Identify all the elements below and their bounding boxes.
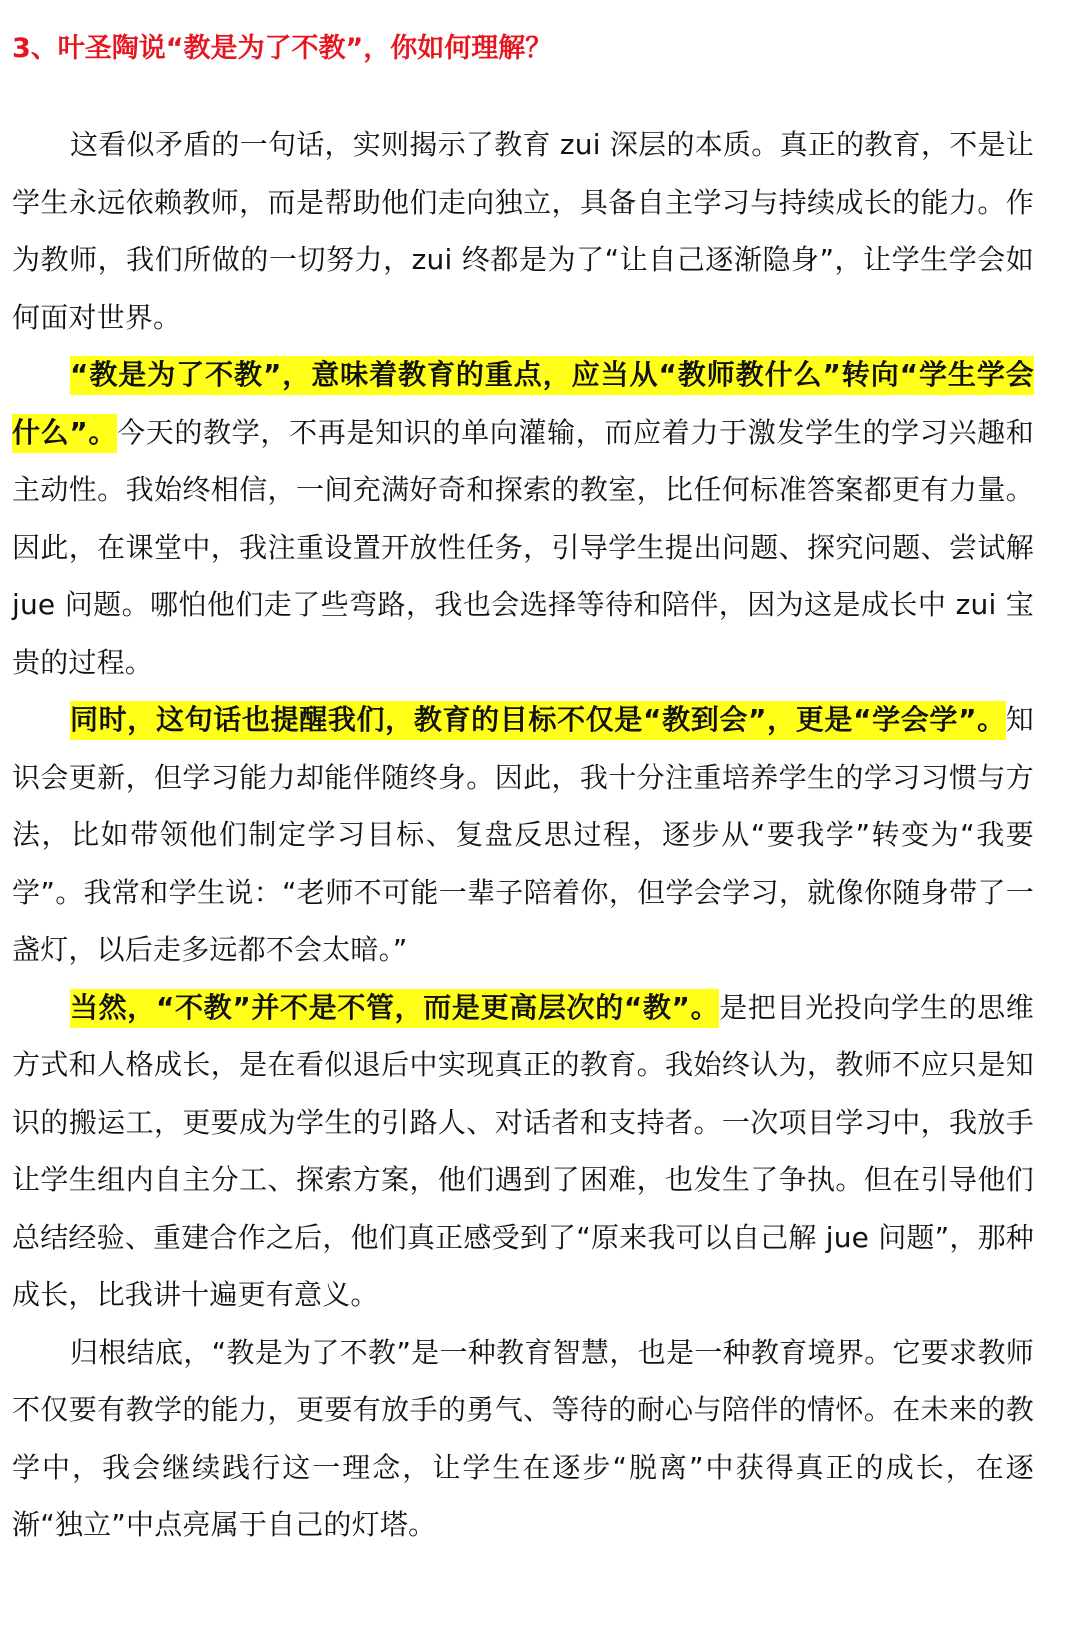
paragraph-3-text: 知识会更新，但学习能力却能伴随终身。因此，我十分注重培养学生的学习习惯与方法，比如带领他们制定学习目标、复盘反思过程，逐步从“要我学”转变为“我要学”。我常和学生说：“老师不可能一辈子陪着你，但学会学习，就像你随身带了一盏灯，以后走多远都不会太暗。” <box>12 703 1034 966</box>
paragraph-4-highlight: 当然，“不教”并不是不管，而是更高层次的“教”。 <box>70 989 719 1028</box>
paragraph-2 <box>12 346 1034 691</box>
paragraph-3 <box>12 691 1034 979</box>
question-heading: 3、叶圣陶说“教是为了不教”，你如何理解？ <box>12 33 553 64</box>
heading-spacer <box>12 76 1034 116</box>
paragraph-5-text: 归根结底，“教是为了不教”是一种教育智慧，也是一种教育境界。它要求教师不仅要有教学的能力，更要有放手的勇气、等待的耐心与陪伴的情怀。在未来的教学中，我会继续践行这一理念，让学生在逐步“脱离”中获得真正的成长，在逐渐“独立”中点亮属于自己的灯塔。 <box>12 1335 1034 1541</box>
paragraph-3-highlight: 同时，这句话也提醒我们，教育的目标不仅是“教到会”，更是“学会学”。 <box>70 701 1006 740</box>
paragraph-5 <box>12 1324 1034 1554</box>
paragraph-4-text: 是把目光投向学生的思维方式和人格成长，是在看似退后中实现真正的教育。我始终认为，教师不应只是知识的搬运工，更要成为学生的引路人、对话者和支持者。一次项目学习中，我放手让学生组内自主分工、探索方案，他们遇到了困难，也发生了争执。但在引导他们总结经验、重建合作之后，他们真正感受到了“原来我可以自己解 jue 问题”，那种成长，比我讲十遍更有意义。 <box>12 990 1034 1311</box>
paragraph-1 <box>12 116 1034 346</box>
paragraph-2-highlight: “教是为了不教”，意味着教育的重点，应当从“教师教什么”转向“学生学会什么”。 <box>12 356 1034 453</box>
paragraph-2-text: 今天的教学，不再是知识的单向灌输，而应着力于激发学生的学习兴趣和主动性。我始终相信，一间充满好奇和探索的教室，比任何标准答案都更有力量。因此，在课堂中，我注重设置开放性任务，引导学生提出问题、探究问题、尝试解 jue 问题。哪怕他们走了些弯路，我也会选择等待和陪伴，因为这是成长中 zui 宝贵的过程。 <box>12 415 1034 679</box>
paragraph-4 <box>12 979 1034 1324</box>
paragraph-1-text: 这看似矛盾的一句话，实则揭示了教育 zui 深层的本质。真正的教育，不是让学生永远依赖教师，而是帮助他们走向独立，具备自主学习与持续成长的能力。作为教师，我们所做的一切努力，zui 终都是为了“让自己逐渐隐身”，让学生学会如何面对世界。 <box>12 128 1034 334</box>
